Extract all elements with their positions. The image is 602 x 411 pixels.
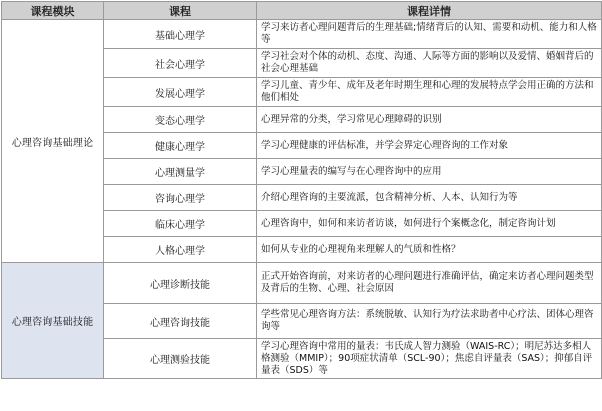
course-name: 心理咨询技能 [104, 304, 257, 339]
course-detail: 如何从专业的心理视角来理解人的气质和性格？ [257, 237, 602, 263]
course-detail: 学习儿童、青少年、成年及老年时期生理和心理的发展特点学会用正确的方法和他们相处 [257, 78, 602, 107]
header-module: 课程模块 [2, 2, 104, 20]
module-cell-skills: 心理咨询基础技能 [2, 263, 104, 379]
course-name: 临床心理学 [104, 211, 257, 237]
table-row [2, 263, 602, 304]
course-detail: 学习心理健康的评估标准，并学会界定心理咨询的工作对象 [257, 133, 602, 159]
course-detail: 正式开始咨询前，对来访者的心理问题进行准确评估，确定来访者心理问题类型及背后的生物、心理、社会原因 [257, 263, 602, 304]
header-detail: 课程详情 [257, 2, 602, 20]
course-name: 健康心理学 [104, 133, 257, 159]
table-header-row [2, 2, 602, 20]
header-course: 课程 [104, 2, 257, 20]
course-name: 发展心理学 [104, 78, 257, 107]
course-detail: 学习社会对个体的动机、态度、沟通、人际等方面的影响以及爱情、婚姻背后的社会心理基础 [257, 49, 602, 78]
course-name: 心理测量学 [104, 159, 257, 185]
course-detail: 学习来访者心理问题背后的生理基础;情绪背后的认知、需要和动机、能力和人格等 [257, 20, 602, 49]
course-name: 咨询心理学 [104, 185, 257, 211]
course-table-page [0, 1, 602, 411]
table-row [2, 20, 602, 49]
course-detail: 学习心理量表的编写与在心理咨询中的应用 [257, 159, 602, 185]
course-table [1, 1, 602, 379]
course-name: 社会心理学 [104, 49, 257, 78]
course-name: 变态心理学 [104, 107, 257, 133]
course-detail: 介绍心理咨询的主要流派，包含精神分析、人本、认知行为等 [257, 185, 602, 211]
course-name: 基础心理学 [104, 20, 257, 49]
course-detail: 学些常见心理咨询方法：系统脱敏、认知行为疗法求助者中心疗法、团体心理咨询等 [257, 304, 602, 339]
course-detail: 心理咨询中，如何和来访者访谈，如何进行个案概念化，制定咨询计划 [257, 211, 602, 237]
course-detail: 心理异常的分类，学习常见心理障碍的识别 [257, 107, 602, 133]
course-detail: 学习心理咨询中常用的量表：韦氏成人智力测验（WAIS-RC）；明尼苏达多相人格测验（MMIP）；90项症状清单（SCL-90）；焦虑自评量表（SAS）；抑郁自评量表（SDS）等 [257, 339, 602, 379]
course-name: 心理测验技能 [104, 339, 257, 379]
course-name: 人格心理学 [104, 237, 257, 263]
course-name: 心理诊断技能 [104, 263, 257, 304]
module-cell-theory: 心理咨询基础理论 [2, 20, 104, 263]
